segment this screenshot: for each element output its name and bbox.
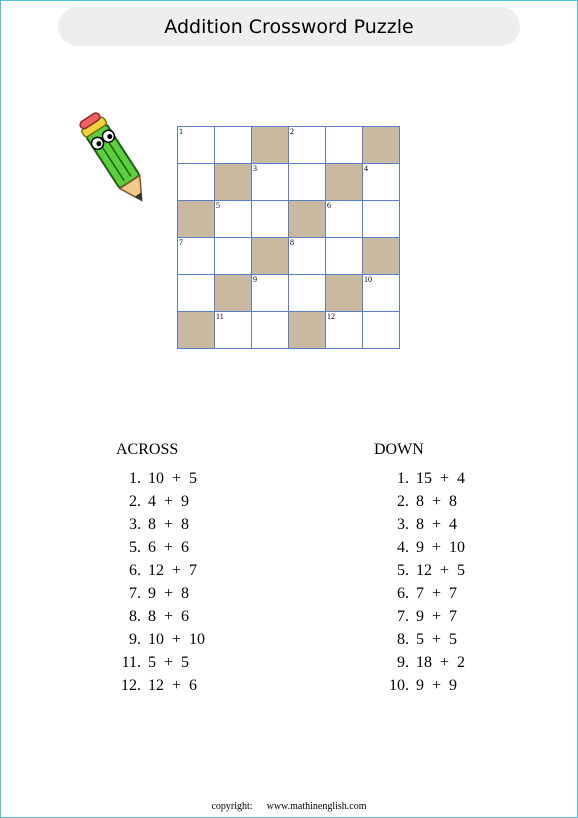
grid-cell[interactable] — [363, 164, 400, 201]
pencil-icon — [76, 108, 146, 212]
across-clue — [129, 536, 205, 559]
down-clue — [389, 674, 465, 697]
clue-expression: 18 + 2 — [416, 654, 466, 671]
clue-expression: 9 + 7 — [416, 608, 458, 625]
cell-number: 8 — [290, 238, 294, 247]
cell-number: 11 — [216, 312, 224, 321]
grid-cell[interactable] — [363, 312, 400, 349]
cell-number: 1 — [179, 127, 183, 136]
cell-number: 9 — [253, 275, 257, 284]
clue-expression: 12 + 5 — [416, 562, 466, 579]
clue-number: 6. — [397, 585, 409, 602]
shaded-cell — [252, 238, 289, 275]
shaded-cell — [363, 238, 400, 275]
across-clue — [129, 490, 205, 513]
grid-cell[interactable] — [252, 201, 289, 238]
title-bar — [58, 7, 520, 46]
shaded-cell — [178, 312, 215, 349]
across-clue — [129, 467, 205, 490]
down-clue — [397, 513, 465, 536]
grid-cell[interactable] — [215, 127, 252, 164]
clue-number: 5. — [397, 562, 409, 579]
cell-number: 10 — [364, 275, 372, 284]
grid-cell[interactable] — [326, 127, 363, 164]
clue-expression: 4 + 9 — [148, 493, 190, 510]
shaded-cell — [289, 201, 326, 238]
grid-cell[interactable] — [289, 127, 326, 164]
grid-cell[interactable] — [215, 312, 252, 349]
clue-expression: 5 + 5 — [416, 631, 458, 648]
grid-cell[interactable] — [289, 238, 326, 275]
down-clue — [397, 582, 465, 605]
across-heading: ACROSS — [116, 441, 179, 458]
grid-cell[interactable] — [178, 127, 215, 164]
down-clue — [397, 536, 466, 559]
clue-number: 1. — [129, 470, 141, 487]
grid-cell[interactable] — [289, 275, 326, 312]
down-clue — [397, 559, 466, 582]
grid-cell[interactable] — [215, 238, 252, 275]
cell-number: 2 — [290, 127, 294, 136]
cell-number: 6 — [327, 201, 331, 210]
crossword-grid — [177, 126, 400, 349]
clue-expression: 8 + 8 — [148, 516, 190, 533]
grid-cell[interactable] — [178, 275, 215, 312]
clue-expression: 15 + 4 — [416, 470, 466, 487]
shaded-cell — [252, 127, 289, 164]
shaded-cell — [215, 275, 252, 312]
shaded-cell — [326, 275, 363, 312]
down-clue — [397, 605, 465, 628]
page-title: Addition Crossword Puzzle — [164, 15, 414, 38]
grid-cell[interactable] — [178, 164, 215, 201]
grid-cell[interactable] — [326, 312, 363, 349]
clue-number: 2. — [129, 493, 141, 510]
across-clue — [121, 674, 205, 697]
clue-number: 8. — [397, 631, 409, 648]
shaded-cell — [363, 127, 400, 164]
shaded-cell — [326, 164, 363, 201]
clue-number: 9. — [129, 631, 141, 648]
cell-number: 5 — [216, 201, 220, 210]
clue-expression: 8 + 4 — [416, 516, 458, 533]
down-clue — [397, 467, 466, 490]
clue-number: 12. — [121, 677, 141, 694]
clue-number: 8. — [129, 608, 141, 625]
clue-number: 7. — [129, 585, 141, 602]
down-clue — [397, 628, 465, 651]
footer — [0, 801, 578, 812]
shaded-cell — [289, 312, 326, 349]
shaded-cell — [178, 201, 215, 238]
cell-number: 3 — [253, 164, 257, 173]
clue-number: 1. — [397, 470, 409, 487]
grid-cell[interactable] — [252, 164, 289, 201]
across-clue — [121, 651, 205, 674]
grid-cell[interactable] — [326, 238, 363, 275]
clue-number: 4. — [397, 539, 409, 556]
clue-expression: 12 + 7 — [148, 562, 198, 579]
clue-expression: 9 + 9 — [416, 677, 458, 694]
cell-number: 4 — [364, 164, 368, 173]
clue-expression: 8 + 6 — [148, 608, 190, 625]
clue-number: 2. — [397, 493, 409, 510]
clue-number: 7. — [397, 608, 409, 625]
clue-number: 9. — [397, 654, 409, 671]
clue-number: 3. — [397, 516, 409, 533]
down-heading: DOWN — [374, 441, 424, 458]
down-clue — [397, 651, 466, 674]
across-clue — [129, 513, 205, 536]
down-clue — [397, 490, 465, 513]
clue-expression: 7 + 7 — [416, 585, 458, 602]
across-clue — [129, 559, 205, 582]
grid-cell[interactable] — [252, 312, 289, 349]
clue-number: 6. — [129, 562, 141, 579]
cell-number: 7 — [179, 238, 183, 247]
grid-cell[interactable] — [252, 275, 289, 312]
grid-cell[interactable] — [289, 164, 326, 201]
shaded-cell — [215, 164, 252, 201]
grid-cell[interactable] — [363, 201, 400, 238]
copyright-site: www.mathinenglish.com — [266, 801, 367, 812]
across-clue-list — [121, 467, 206, 697]
across-clue — [129, 605, 205, 628]
grid-cell[interactable] — [326, 201, 363, 238]
clue-expression: 10 + 5 — [148, 470, 198, 487]
clue-number: 5. — [129, 539, 141, 556]
clue-expression: 9 + 10 — [416, 539, 466, 556]
clue-expression: 8 + 8 — [416, 493, 458, 510]
clue-number: 3. — [129, 516, 141, 533]
cell-number: 12 — [327, 312, 335, 321]
clue-number: 11. — [121, 654, 141, 671]
across-clue — [129, 628, 206, 651]
down-clue-list — [389, 467, 466, 697]
grid-cell[interactable] — [215, 201, 252, 238]
clue-expression: 10 + 10 — [148, 631, 206, 648]
across-clue — [129, 582, 205, 605]
clue-expression: 5 + 5 — [148, 654, 190, 671]
clue-number: 10. — [389, 677, 409, 694]
clue-expression: 6 + 6 — [148, 539, 190, 556]
clue-expression: 12 + 6 — [148, 677, 198, 694]
clue-expression: 9 + 8 — [148, 585, 190, 602]
copyright-label: copyright: — [211, 801, 253, 812]
grid-cell[interactable] — [363, 275, 400, 312]
grid-cell[interactable] — [178, 238, 215, 275]
